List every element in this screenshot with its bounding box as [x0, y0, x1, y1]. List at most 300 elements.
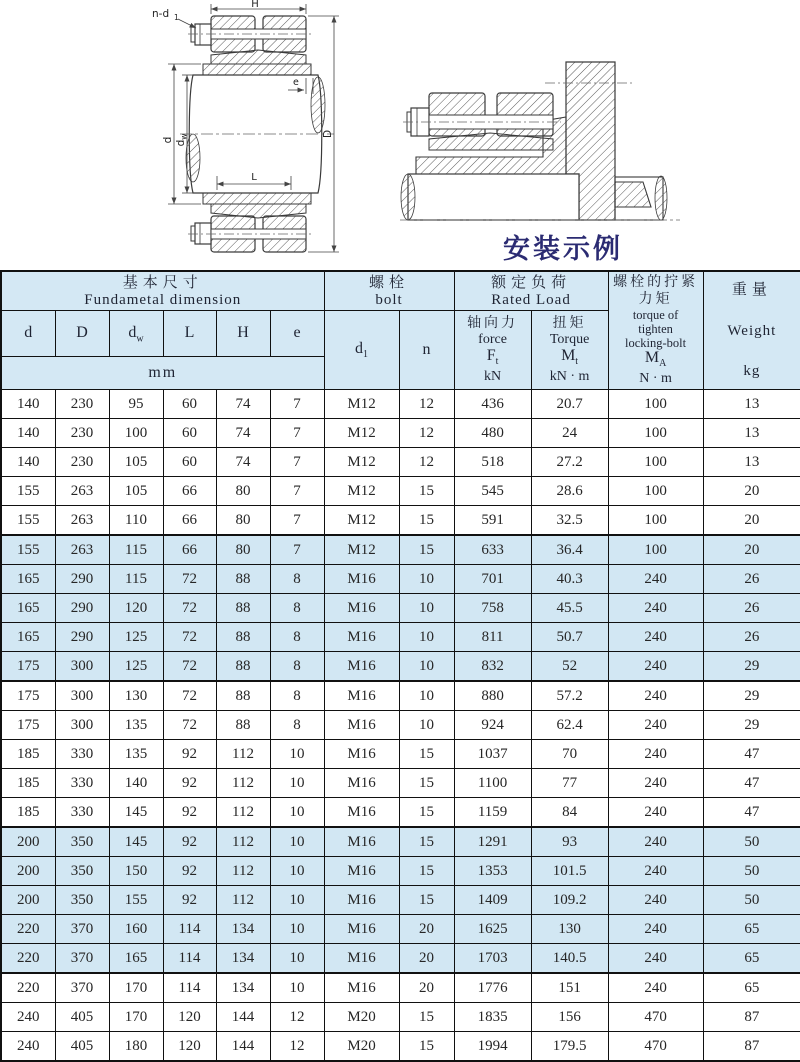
shaft-stub-break [655, 176, 667, 220]
table-cell: 77 [531, 769, 608, 798]
shaft-break-left [186, 134, 200, 182]
table-cell: 470 [608, 1032, 703, 1062]
table-cell: 240 [608, 857, 703, 886]
header-col-L: L [163, 311, 216, 357]
table-cell: 24 [531, 419, 608, 448]
table-cell: 240 [608, 944, 703, 974]
table-cell: 112 [216, 886, 270, 915]
table-cell: 10 [399, 652, 454, 682]
table-cell: 92 [163, 857, 216, 886]
table-cell: M16 [324, 886, 399, 915]
dim-d-label: d [162, 136, 174, 144]
table-cell: 155 [1, 506, 55, 536]
table-cell: 7 [270, 477, 324, 506]
header-col-n: n [399, 311, 454, 390]
table-cell: 633 [454, 535, 531, 565]
table-cell: 115 [109, 565, 163, 594]
table-cell: 290 [55, 594, 109, 623]
table-cell: 20 [703, 506, 800, 536]
table-cell: 72 [163, 652, 216, 682]
table-cell: 155 [109, 886, 163, 915]
table-cell: 758 [454, 594, 531, 623]
table-row [1, 594, 800, 623]
table-cell: 88 [216, 681, 270, 711]
table-cell: 29 [703, 711, 800, 740]
table-cell: 591 [454, 506, 531, 536]
table-row [1, 944, 800, 974]
header-col-H: H [216, 311, 270, 357]
table-cell: 65 [703, 973, 800, 1003]
table-row [1, 1032, 800, 1062]
table-cell: 8 [270, 681, 324, 711]
table-cell: 28.6 [531, 477, 608, 506]
table-cell: 10 [270, 857, 324, 886]
table-cell: 88 [216, 652, 270, 682]
section-drawing [138, 0, 356, 268]
table-cell: 7 [270, 419, 324, 448]
table-cell: 170 [109, 973, 163, 1003]
table-cell: 924 [454, 711, 531, 740]
table-cell: 518 [454, 448, 531, 477]
table-cell: 8 [270, 711, 324, 740]
table-cell: 15 [399, 1032, 454, 1062]
table-cell: 66 [163, 506, 216, 536]
table-cell: 95 [109, 390, 163, 419]
table-cell: 47 [703, 769, 800, 798]
table-cell: 88 [216, 711, 270, 740]
table-cell: 290 [55, 623, 109, 652]
table-cell: 12 [399, 419, 454, 448]
table-cell: 200 [1, 827, 55, 857]
table-cell: M16 [324, 594, 399, 623]
table-cell: M16 [324, 711, 399, 740]
table-cell: 290 [55, 565, 109, 594]
table-cell: 84 [531, 798, 608, 828]
table-cell: 87 [703, 1032, 800, 1062]
table-cell: 10 [270, 973, 324, 1003]
table-cell: 185 [1, 798, 55, 828]
table-cell: 156 [531, 1003, 608, 1032]
table-cell: 370 [55, 973, 109, 1003]
table-cell: 300 [55, 711, 109, 740]
table-cell: 27.2 [531, 448, 608, 477]
table-cell: 32.5 [531, 506, 608, 536]
table-cell: M16 [324, 652, 399, 682]
table-cell: 92 [163, 886, 216, 915]
dim-D-label: D [322, 129, 334, 139]
table-cell: 20 [703, 477, 800, 506]
spec-table [0, 270, 800, 1062]
table-cell: 12 [270, 1032, 324, 1062]
table-cell: 29 [703, 652, 800, 682]
table-cell: 470 [608, 1003, 703, 1032]
header-col-e: e [270, 311, 324, 357]
table-cell: 26 [703, 623, 800, 652]
table-cell: 165 [1, 594, 55, 623]
table-cell: M16 [324, 565, 399, 594]
header-col-torque: 扭矩 Torque $M_t$ kN · m [531, 311, 608, 390]
table-cell: 100 [608, 448, 703, 477]
header-col-dw: $d_w$ [109, 311, 163, 357]
table-cell: 175 [1, 711, 55, 740]
table-cell: 185 [1, 769, 55, 798]
table-cell: 114 [163, 973, 216, 1003]
table-cell: 350 [55, 857, 109, 886]
table-cell: 240 [608, 565, 703, 594]
table-cell: 15 [399, 798, 454, 828]
table-cell: 300 [55, 652, 109, 682]
table-row [1, 857, 800, 886]
table-cell: 80 [216, 477, 270, 506]
table-cell: 1100 [454, 769, 531, 798]
table-cell: 80 [216, 535, 270, 565]
table-cell: 220 [1, 944, 55, 974]
table-cell: 92 [163, 798, 216, 828]
table-cell: 20.7 [531, 390, 608, 419]
table-cell: 87 [703, 1003, 800, 1032]
table-cell: 13 [703, 419, 800, 448]
table-cell: 125 [109, 623, 163, 652]
header-col-D: D [55, 311, 109, 357]
nd1-leader [178, 19, 196, 28]
table-cell: 20 [399, 973, 454, 1003]
table-cell: 92 [163, 769, 216, 798]
table-cell: 100 [608, 419, 703, 448]
table-row [1, 390, 800, 419]
header-locking-torque: 螺栓的拧紧 力矩 torque of tighten locking-bolt $M_A$ N · m [608, 271, 703, 390]
table-cell: 130 [531, 915, 608, 944]
table-cell: 545 [454, 477, 531, 506]
table-cell: 405 [55, 1032, 109, 1062]
table-cell: M12 [324, 506, 399, 536]
table-cell: 12 [270, 1003, 324, 1032]
table-cell: 151 [531, 973, 608, 1003]
table-cell: 370 [55, 944, 109, 974]
table-cell: 8 [270, 594, 324, 623]
table-cell: 140.5 [531, 944, 608, 974]
table-cell: 240 [608, 769, 703, 798]
table-cell: 15 [399, 740, 454, 769]
header-col-d1: $d_1$ [324, 311, 399, 390]
table-cell: 112 [216, 769, 270, 798]
table-cell: 36.4 [531, 535, 608, 565]
table-cell: M20 [324, 1032, 399, 1062]
table-cell: 10 [270, 915, 324, 944]
table-cell: 300 [55, 681, 109, 711]
inner-sleeve-top [203, 64, 311, 75]
table-cell: 263 [55, 477, 109, 506]
table-row [1, 681, 800, 711]
spec-table-body [1, 390, 800, 1062]
table-cell: 8 [270, 623, 324, 652]
table-cell: 811 [454, 623, 531, 652]
table-cell: 50.7 [531, 623, 608, 652]
table-cell: 880 [454, 681, 531, 711]
table-cell: 114 [163, 944, 216, 974]
header-unit-mm: mm [1, 357, 324, 390]
table-cell: 125 [109, 652, 163, 682]
header-bolt: 螺栓 bolt [324, 271, 454, 311]
table-cell: 8 [270, 565, 324, 594]
table-row [1, 827, 800, 857]
table-cell: 155 [1, 477, 55, 506]
table-cell: 220 [1, 915, 55, 944]
table-row [1, 477, 800, 506]
table-row [1, 886, 800, 915]
table-row [1, 535, 800, 565]
table-cell: 350 [55, 827, 109, 857]
table-cell: 175 [1, 652, 55, 682]
table-row [1, 623, 800, 652]
table-cell: 1625 [454, 915, 531, 944]
table-cell: 230 [55, 390, 109, 419]
table-row [1, 973, 800, 1003]
table-cell: 15 [399, 827, 454, 857]
table-cell: 135 [109, 740, 163, 769]
table-cell: 52 [531, 652, 608, 682]
installation-caption: 安装示例 [503, 234, 623, 264]
table-cell: M12 [324, 419, 399, 448]
table-cell: 230 [55, 448, 109, 477]
table-cell: 155 [1, 535, 55, 565]
table-cell: 100 [109, 419, 163, 448]
table-cell: M20 [324, 1003, 399, 1032]
table-cell: 92 [163, 827, 216, 857]
table-cell: 134 [216, 944, 270, 974]
table-cell: 150 [109, 857, 163, 886]
table-cell: 240 [608, 915, 703, 944]
table-cell: 72 [163, 681, 216, 711]
dim-H-label: H [251, 0, 259, 10]
table-cell: 112 [216, 740, 270, 769]
table-cell: 10 [270, 740, 324, 769]
header-weight: 重量 Weight kg [703, 271, 800, 390]
table-cell: 145 [109, 798, 163, 828]
table-cell: 40.3 [531, 565, 608, 594]
table-cell: 105 [109, 448, 163, 477]
table-cell: 120 [163, 1003, 216, 1032]
shaft [408, 174, 579, 220]
table-cell: 100 [608, 477, 703, 506]
table-cell: 93 [531, 827, 608, 857]
table-cell: 7 [270, 448, 324, 477]
table-cell: 263 [55, 506, 109, 536]
table-cell: 1353 [454, 857, 531, 886]
shaft-break [401, 174, 415, 220]
table-cell: 12 [399, 448, 454, 477]
table-cell: 480 [454, 419, 531, 448]
table-row [1, 419, 800, 448]
table-cell: 350 [55, 886, 109, 915]
table-cell: 230 [55, 419, 109, 448]
table-cell: 263 [55, 535, 109, 565]
table-cell: 240 [1, 1032, 55, 1062]
table-row [1, 448, 800, 477]
table-cell: 112 [216, 827, 270, 857]
table-cell: 240 [608, 652, 703, 682]
table-row [1, 769, 800, 798]
table-cell: 240 [608, 711, 703, 740]
table-cell: 60 [163, 419, 216, 448]
table-cell: 15 [399, 1003, 454, 1032]
table-cell: M16 [324, 798, 399, 828]
header-rated-load: 额定负荷 Rated Load [454, 271, 608, 311]
table-cell: 1037 [454, 740, 531, 769]
table-cell: M16 [324, 740, 399, 769]
table-cell: 92 [163, 740, 216, 769]
table-row [1, 711, 800, 740]
table-cell: 80 [216, 506, 270, 536]
table-cell: 165 [109, 944, 163, 974]
table-row [1, 652, 800, 682]
table-row [1, 798, 800, 828]
table-cell: 134 [216, 915, 270, 944]
table-cell: 405 [55, 1003, 109, 1032]
dim-nd1-label: n-d [152, 8, 170, 20]
table-cell: 170 [109, 1003, 163, 1032]
table-cell: M16 [324, 944, 399, 974]
table-cell: M12 [324, 390, 399, 419]
table-cell: 74 [216, 448, 270, 477]
table-cell: M16 [324, 769, 399, 798]
table-cell: 330 [55, 740, 109, 769]
table-row [1, 740, 800, 769]
table-cell: 88 [216, 594, 270, 623]
table-row [1, 506, 800, 536]
table-cell: 72 [163, 565, 216, 594]
table-cell: 12 [399, 390, 454, 419]
table-cell: 436 [454, 390, 531, 419]
table-cell: 240 [608, 681, 703, 711]
table-cell: 20 [703, 535, 800, 565]
table-cell: 88 [216, 565, 270, 594]
table-cell: 1159 [454, 798, 531, 828]
table-cell: 57.2 [531, 681, 608, 711]
table-cell: 20 [399, 944, 454, 974]
table-row [1, 1003, 800, 1032]
table-cell: 220 [1, 973, 55, 1003]
table-cell: M16 [324, 827, 399, 857]
table-cell: 15 [399, 886, 454, 915]
table-cell: 100 [608, 390, 703, 419]
table-cell: 135 [109, 711, 163, 740]
dim-nd1-sub: 1 [174, 13, 179, 22]
table-cell: 240 [608, 798, 703, 828]
table-cell: 10 [399, 565, 454, 594]
table-cell: 29 [703, 681, 800, 711]
table-cell: 60 [163, 390, 216, 419]
table-cell: 26 [703, 594, 800, 623]
table-cell: 10 [270, 798, 324, 828]
table-cell: 160 [109, 915, 163, 944]
table-cell: 370 [55, 915, 109, 944]
installation-drawing [395, 55, 685, 227]
table-row [1, 915, 800, 944]
table-cell: 701 [454, 565, 531, 594]
table-cell: 15 [399, 857, 454, 886]
table-cell: 140 [109, 769, 163, 798]
table-cell: 15 [399, 769, 454, 798]
table-cell: 200 [1, 857, 55, 886]
table-cell: 101.5 [531, 857, 608, 886]
table-cell: 1994 [454, 1032, 531, 1062]
table-cell: 10 [270, 827, 324, 857]
table-cell: 240 [608, 973, 703, 1003]
table-cell: 100 [608, 506, 703, 536]
table-cell: 66 [163, 477, 216, 506]
table-cell: 140 [1, 390, 55, 419]
table-cell: M16 [324, 915, 399, 944]
table-cell: 165 [1, 623, 55, 652]
table-cell: 105 [109, 477, 163, 506]
table-cell: M16 [324, 973, 399, 1003]
table-cell: 240 [608, 740, 703, 769]
table-cell: 185 [1, 740, 55, 769]
header-col-d: d [1, 311, 55, 357]
table-row [1, 565, 800, 594]
table-cell: 120 [109, 594, 163, 623]
dim-e-label: e [293, 77, 299, 88]
table-cell: 7 [270, 535, 324, 565]
table-cell: 26 [703, 565, 800, 594]
table-cell: 20 [399, 915, 454, 944]
table-cell: 180 [109, 1032, 163, 1062]
table-cell: 47 [703, 740, 800, 769]
header-basic-dimension: 基本尺寸 Fundametal dimension [1, 271, 324, 311]
table-cell: 62.4 [531, 711, 608, 740]
table-cell: M12 [324, 535, 399, 565]
table-cell: 10 [270, 944, 324, 974]
table-cell: 1835 [454, 1003, 531, 1032]
table-cell: 175 [1, 681, 55, 711]
table-cell: M16 [324, 681, 399, 711]
table-cell: 240 [608, 594, 703, 623]
table-cell: 8 [270, 652, 324, 682]
table-cell: 112 [216, 798, 270, 828]
table-cell: 50 [703, 886, 800, 915]
table-cell: 144 [216, 1032, 270, 1062]
table-cell: 240 [608, 623, 703, 652]
table-cell: 1703 [454, 944, 531, 974]
dim-L-label: L [251, 172, 257, 183]
dim-dw-label: $d_w$ [175, 133, 189, 147]
table-cell: 1409 [454, 886, 531, 915]
table-cell: 74 [216, 390, 270, 419]
table-cell: 240 [608, 827, 703, 857]
table-cell: 1291 [454, 827, 531, 857]
table-cell: 240 [1, 1003, 55, 1032]
table-cell: 60 [163, 448, 216, 477]
table-cell: 114 [163, 915, 216, 944]
table-cell: 15 [399, 535, 454, 565]
table-cell: M12 [324, 477, 399, 506]
table-cell: 130 [109, 681, 163, 711]
table-cell: 10 [270, 886, 324, 915]
table-cell: 66 [163, 535, 216, 565]
table-cell: 200 [1, 886, 55, 915]
table-cell: 10 [399, 623, 454, 652]
table-cell: 100 [608, 535, 703, 565]
table-cell: 330 [55, 798, 109, 828]
table-cell: 13 [703, 390, 800, 419]
table-cell: 144 [216, 1003, 270, 1032]
technical-drawings [0, 0, 800, 270]
table-cell: 115 [109, 535, 163, 565]
table-cell: 10 [399, 681, 454, 711]
table-cell: 88 [216, 623, 270, 652]
table-cell: M12 [324, 448, 399, 477]
table-cell: 13 [703, 448, 800, 477]
